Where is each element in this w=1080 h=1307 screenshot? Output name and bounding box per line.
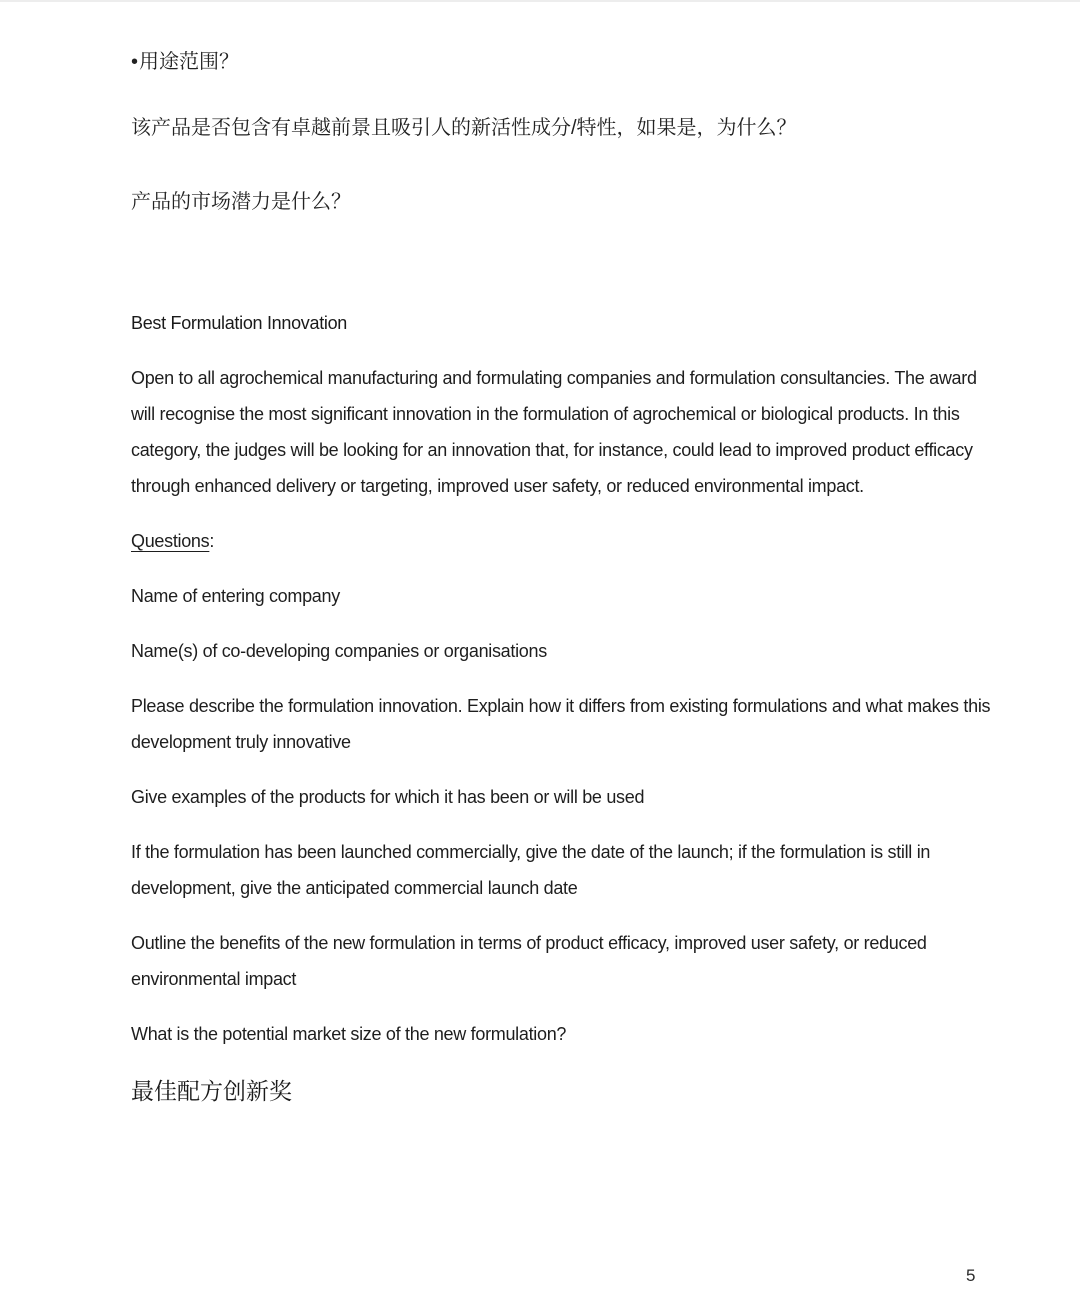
page-content [131, 44, 991, 1111]
cn-bullet-text: 用途范围？ [139, 51, 240, 73]
section-intro-paragraph: Open to all agrochemical manufacturing and formulating companies and formulation consultancies. The award will recognise the most significant innovation in the formulation of agrochemical or biological products. In this category, the judges will be looking for an innovation that, for instance, could lead to improved product efficacy through enhanced delivery or targeting, improved user safety, or reduced environmental impact. [131, 368, 977, 496]
question-item-codeveloping-companies: Name(s) of co-developing companies or organisations [131, 641, 547, 661]
page-number: 5 [966, 1266, 976, 1285]
section-heading-best-formulation-innovation: Best Formulation Innovation [131, 313, 348, 333]
cn-bullet-item [131, 44, 991, 80]
section-heading-cn-best-formulation-award: 最佳配方创新奖 [131, 1078, 292, 1104]
question-item-launch-date: If the formulation has been launched commercially, give the date of the launch; if the formulation is still in development, give the anticipated commercial launch date [131, 842, 931, 898]
question-item-market-size: What is the potential market size of the new formulation? [131, 1024, 567, 1044]
bullet-icon: • [131, 51, 139, 73]
cn-question-new-active-ingredient: 该产品是否包含有卓越前景且吸引人的新活性成分/特性，如果是，为什么？ [131, 117, 797, 139]
question-item-entering-company: Name of entering company [131, 586, 340, 606]
questions-label-line [131, 523, 991, 559]
question-item-product-examples: Give examples of the products for which it has been or will be used [131, 787, 645, 807]
question-item-describe-innovation: Please describe the formulation innovation. Explain how it differs from existing formulations and what makes this development truly innovative [131, 696, 991, 752]
questions-colon: : [209, 531, 215, 551]
question-item-benefits: Outline the benefits of the new formulation in terms of product efficacy, improved user safety, or reduced environmental impact [131, 933, 927, 989]
cn-question-market-potential: 产品的市场潜力是什么？ [131, 191, 351, 213]
questions-label: Questions [131, 531, 210, 551]
